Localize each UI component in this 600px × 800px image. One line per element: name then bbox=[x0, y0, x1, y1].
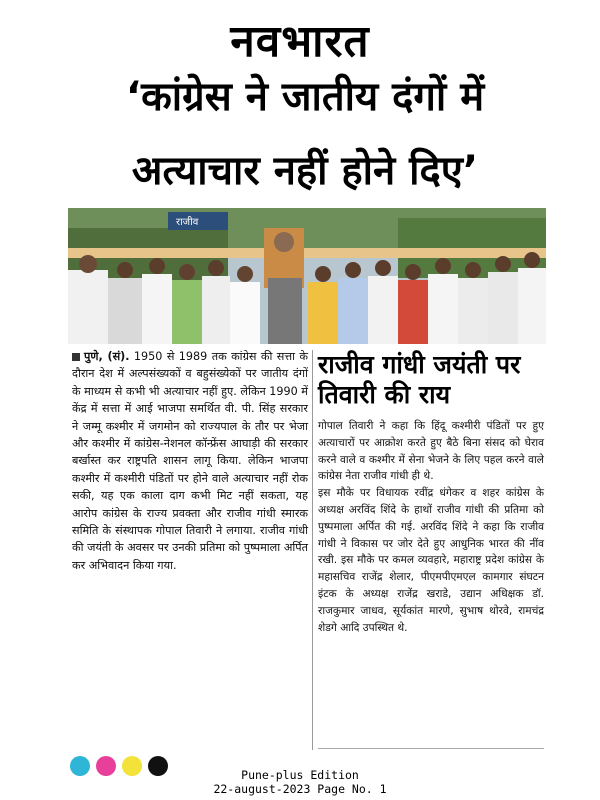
edition-date-page: 22-august-2023 Page No. 1 bbox=[213, 782, 387, 796]
photo-illustration bbox=[68, 208, 546, 344]
masthead: नवभारत bbox=[230, 16, 370, 67]
right-article-column bbox=[318, 418, 544, 636]
right-paragraph-2: इस मौके पर विधायक रवींद्र धंगेकर व शहर कांग्रेस के अध्यक्ष अरविंद शिंदे के हाथों राजीव गांधी की प्रतिमा को पुष्पमाला अर्पित की गई. अरविंद शिंदे ने कहा कि राजीव गांधी ने विकास पर जोर देते हुए आधुनिक भारत की नींव रखी. इस मौके पर कमल व्यवहारे, महाराष्ट्र प्रदेश कांग्रेस के महासचिव राजेंद्र शेलार, पीएमपीएमएल कामगार संघटन इंटक के अध्यक्ष राजेंद्र खराडे, उद्यान अधिक्षक डॉ. राजकुमार जाधव, सूर्यकांत मारणे, सुभाष थोरवे, रामचंद्र शेडगे आदि उपस्थित थे. bbox=[318, 487, 544, 634]
dateline: पुणे, (सं). bbox=[84, 350, 130, 363]
bottom-rule bbox=[318, 748, 544, 749]
right-paragraph-1: गोपाल तिवारी ने कहा कि हिंदू कश्मीरी पंडितों पर हुए अत्याचारों पर आक्रोश करते हुए बैठे बिना संसद को घेराव करने वाले व कश्मीर में सेना भेजने के लिए पहल करने वाले कांग्रेस नेता राजीव गांधी ही थे. bbox=[318, 420, 544, 483]
left-article-column bbox=[72, 348, 308, 574]
edition-name: Pune-plus Edition bbox=[241, 768, 359, 782]
news-photo bbox=[68, 208, 546, 344]
headline-line-2: अत्याचार नहीं होने दिए’ bbox=[131, 148, 479, 194]
photo-sign-text: राजीव bbox=[176, 217, 199, 228]
edition-footer bbox=[0, 768, 600, 796]
statue-pedestal bbox=[268, 278, 302, 344]
bullet-square-icon bbox=[72, 353, 80, 361]
statue-head bbox=[274, 232, 294, 252]
left-article-body: 1950 से 1989 तक कांग्रेस की सत्ता के दौरान देश में अल्पसंख्यकों व बहुसंख्येकों पर जातीय दंगों के माध्यम से कभी भी अत्याचार नहीं हुए. लेकिन 1990 में केंद्र में सत्ता में आई भाजपा समर्थित वी. पी. सिंह सरकार ने जम्मू कश्मीर में जगमोन को राज्यपाल के तौर पर भेजा और कश्मीर में कांग्रेस-नेशनल कॉन्फ्रेंस आघाड़ी की सरकार बर्खास्त कर राष्ट्रपति शासन लागू किया. लेकिन भाजपा कश्मीर में कश्मीरी पंडितों पर होने वाले अत्याचार नहीं रोक सकी, यह एक काला दाग कभी मिट नहीं सकता, यह आरोप कांग्रेस के राज्य प्रवक्ता और राजीव गांधी स्मारक समिति के संस्थापक गोपाल तिवारी ने लगाया. राजीव गांधी की जयंती के अवसर पर उनकी प्रतिमा को पुष्पमाला अर्पित कर अभिवादन किया गया. bbox=[72, 350, 308, 572]
column-divider bbox=[312, 350, 313, 750]
subheadline: राजीव गांधी जयंती पर तिवारी की राय bbox=[318, 350, 521, 409]
headline-line-1: ‘कांग्रेस ने जातीय दंगों में bbox=[125, 74, 485, 120]
